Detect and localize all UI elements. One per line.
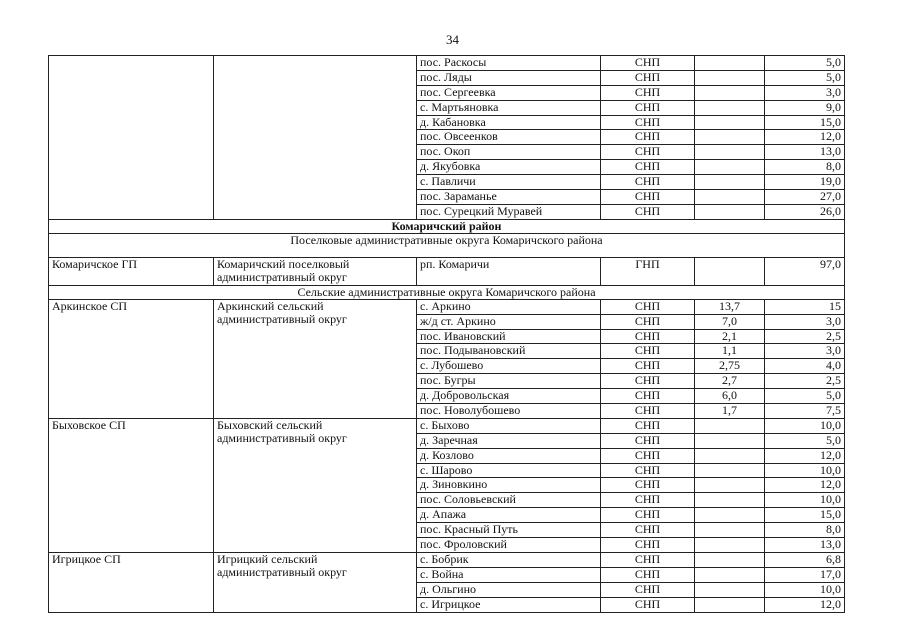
settlement-cell: д. Заречная [417, 433, 601, 448]
district-cell: Аркинский сельский административный округ [214, 299, 417, 418]
settlement-cell: пос. Овсеенков [417, 130, 601, 145]
settlement-cell: пос. Красный Путь [417, 523, 601, 538]
distance-cell [695, 493, 765, 508]
settlement-cell: с. Лубошево [417, 359, 601, 374]
type-cell: СНП [601, 115, 695, 130]
type-cell: СНП [601, 552, 695, 567]
distance-cell [695, 552, 765, 567]
distance-cell: 97,0 [765, 257, 845, 285]
type-cell: СНП [601, 463, 695, 478]
distance-cell: 10,0 [765, 463, 845, 478]
distance-cell: 8,0 [765, 523, 845, 538]
distance-cell [695, 582, 765, 597]
district-cell: Игрицкий сельский административный округ [214, 552, 417, 612]
settlement-cell: с. Игрицкое [417, 597, 601, 612]
type-cell: СНП [601, 130, 695, 145]
type-cell: СНП [601, 433, 695, 448]
settlement-cell: пос. Окоп [417, 145, 601, 160]
type-cell: СНП [601, 145, 695, 160]
distance-cell: 3,0 [765, 314, 845, 329]
settlement-cell: д. Добровольская [417, 389, 601, 404]
distance-cell: 10,0 [765, 418, 845, 433]
distance-cell: 8,0 [765, 160, 845, 175]
table-row [49, 56, 845, 71]
type-cell: СНП [601, 160, 695, 175]
type-cell: СНП [601, 582, 695, 597]
distance-cell [695, 597, 765, 612]
distance-cell: 4,0 [765, 359, 845, 374]
settlement-cell: пос. Ляды [417, 70, 601, 85]
distance-cell: 1,7 [695, 404, 765, 419]
distance-cell [695, 508, 765, 523]
distance-cell: 26,0 [765, 204, 845, 219]
district-cell: Комаричский поселковый административный округ [214, 257, 417, 285]
type-cell: СНП [601, 508, 695, 523]
distance-cell [695, 85, 765, 100]
settlement-cell: пос. Сергеевка [417, 85, 601, 100]
distance-cell: 17,0 [765, 567, 845, 582]
posel-title-cell: Поселковые административные округа Комаричского района [49, 233, 845, 257]
settlement-cell: пос. Ивановский [417, 329, 601, 344]
district-title [49, 219, 845, 233]
distance-cell: 7,0 [695, 314, 765, 329]
distance-cell [695, 115, 765, 130]
type-cell: СНП [601, 478, 695, 493]
distance-cell: 15 [765, 299, 845, 314]
district-cell: Быховский сельский административный округ [214, 418, 417, 552]
settlement-cell: с. Аркино [417, 299, 601, 314]
type-cell: СНП [601, 299, 695, 314]
distance-cell: 13,7 [695, 299, 765, 314]
settlement-cell: ж/д ст. Аркино [417, 314, 601, 329]
distance-cell: 5,0 [765, 70, 845, 85]
distance-cell: 7,5 [765, 404, 845, 419]
settlement-cell: пос. Новолубошево [417, 404, 601, 419]
distance-cell [695, 463, 765, 478]
settlement-cell: пос. Фроловский [417, 538, 601, 553]
district-title-cell: Комаричский район [49, 219, 845, 233]
type-cell: СНП [601, 567, 695, 582]
settlement-cell: с. Мартьяновка [417, 100, 601, 115]
settlement-cell: пос. Зараманье [417, 190, 601, 205]
type-cell: СНП [601, 404, 695, 419]
district-cell [214, 56, 417, 220]
entity-cell: Комаричское ГП [49, 257, 214, 285]
distance-cell: 10,0 [765, 493, 845, 508]
distance-cell [695, 175, 765, 190]
type-cell: СНП [601, 175, 695, 190]
distance-cell: 12,0 [765, 478, 845, 493]
settlement-cell: пос. Раскосы [417, 56, 601, 71]
type-cell: СНП [601, 359, 695, 374]
distance-cell: 27,0 [765, 190, 845, 205]
type-cell: СНП [601, 204, 695, 219]
settlement-cell: пос. Сурецкий Муравей [417, 204, 601, 219]
distance-cell: 15,0 [765, 115, 845, 130]
distance-cell: 3,0 [765, 344, 845, 359]
settlement-cell: пос. Подывановский [417, 344, 601, 359]
settlement-cell: с. Шарово [417, 463, 601, 478]
distance-cell [695, 56, 765, 71]
settlement-cell: д. Козлово [417, 448, 601, 463]
settlement-cell: пос. Соловьевский [417, 493, 601, 508]
distance-cell [695, 100, 765, 115]
settlement-cell: д. Апажа [417, 508, 601, 523]
settlement-cell: рп. Комаричи [417, 257, 601, 285]
type-cell: СНП [601, 314, 695, 329]
distance-cell: 13,0 [765, 145, 845, 160]
distance-cell: 6,0 [695, 389, 765, 404]
entity-cell: Быховское СП [49, 418, 214, 552]
table-row [49, 418, 845, 433]
distance-cell [695, 160, 765, 175]
distance-cell [695, 433, 765, 448]
distance-cell: 2,7 [695, 374, 765, 389]
distance-cell: 19,0 [765, 175, 845, 190]
entity-cell: Игрицкое СП [49, 552, 214, 612]
table-row [49, 299, 845, 314]
type-cell: СНП [601, 374, 695, 389]
settlement-cell: с. Бобрик [417, 552, 601, 567]
distance-cell: 15,0 [765, 508, 845, 523]
page-number: 34 [446, 32, 459, 47]
settlement-cell: с. Павличи [417, 175, 601, 190]
settlement-cell: с. Быхово [417, 418, 601, 433]
settlement-cell: д. Кабановка [417, 115, 601, 130]
distance-cell [695, 257, 765, 285]
type-cell: СНП [601, 344, 695, 359]
type-cell: СНП [601, 100, 695, 115]
distance-cell: 2,1 [695, 329, 765, 344]
entity-cell [49, 56, 214, 220]
distance-cell [695, 523, 765, 538]
type-cell: СНП [601, 85, 695, 100]
type-cell: СНП [601, 190, 695, 205]
type-cell: СНП [601, 493, 695, 508]
distance-cell [695, 204, 765, 219]
rural-title-cell: Сельские административные округа Комаричского района [49, 285, 845, 299]
type-cell: СНП [601, 70, 695, 85]
settlement-cell: пос. Бугры [417, 374, 601, 389]
settlement-cell: д. Якубовка [417, 160, 601, 175]
distance-cell: 2,75 [695, 359, 765, 374]
type-cell: ГНП [601, 257, 695, 285]
distance-cell [695, 418, 765, 433]
distance-cell: 5,0 [765, 389, 845, 404]
distance-cell: 13,0 [765, 538, 845, 553]
type-cell: СНП [601, 538, 695, 553]
distance-cell: 2,5 [765, 374, 845, 389]
distance-cell [695, 145, 765, 160]
entity-cell: Аркинское СП [49, 299, 214, 418]
type-cell: СНП [601, 523, 695, 538]
distance-cell: 1,1 [695, 344, 765, 359]
distance-cell: 12,0 [765, 448, 845, 463]
type-cell: СНП [601, 418, 695, 433]
type-cell: СНП [601, 597, 695, 612]
rural-title [49, 285, 845, 299]
table-row [49, 257, 845, 285]
settlement-cell: д. Ольгино [417, 582, 601, 597]
settlement-cell: д. Зиновкино [417, 478, 601, 493]
distance-cell: 3,0 [765, 85, 845, 100]
distance-cell: 12,0 [765, 130, 845, 145]
distance-cell [695, 190, 765, 205]
distance-cell [695, 478, 765, 493]
distance-cell: 9,0 [765, 100, 845, 115]
settlements-table [48, 55, 845, 613]
distance-cell: 10,0 [765, 582, 845, 597]
type-cell: СНП [601, 389, 695, 404]
type-cell: СНП [601, 56, 695, 71]
distance-cell: 6,8 [765, 552, 845, 567]
distance-cell: 5,0 [765, 56, 845, 71]
type-cell: СНП [601, 329, 695, 344]
distance-cell: 12,0 [765, 597, 845, 612]
distance-cell: 2,5 [765, 329, 845, 344]
type-cell: СНП [601, 448, 695, 463]
table-row [49, 552, 845, 567]
settlement-cell: с. Война [417, 567, 601, 582]
distance-cell: 5,0 [765, 433, 845, 448]
distance-cell [695, 448, 765, 463]
posel-title [49, 233, 845, 257]
distance-cell [695, 70, 765, 85]
distance-cell [695, 538, 765, 553]
distance-cell [695, 567, 765, 582]
distance-cell [695, 130, 765, 145]
